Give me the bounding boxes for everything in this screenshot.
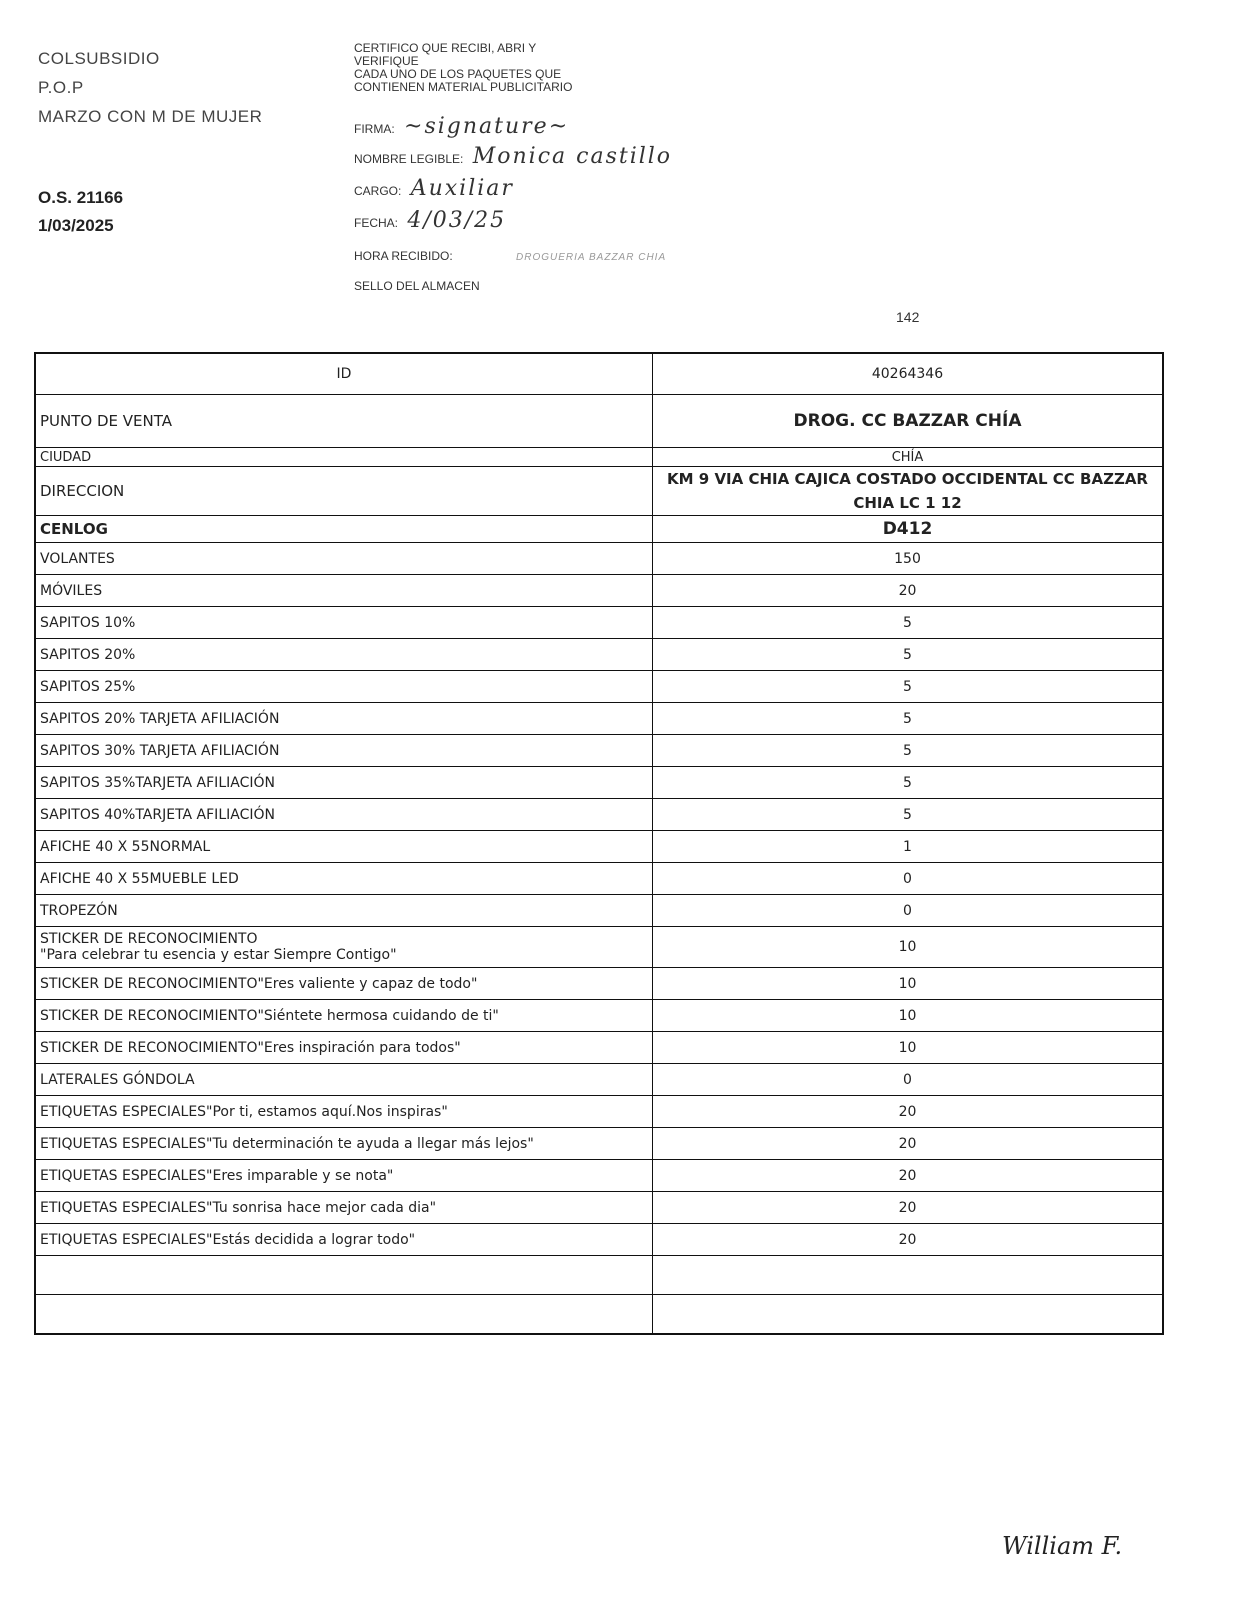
item-name: SAPITOS 10% <box>40 614 136 631</box>
firma-field <box>354 114 570 139</box>
item-quantity: 20 <box>653 1096 1164 1128</box>
item-label <box>35 703 653 735</box>
sello-label: SELLO DEL ALMACEN <box>354 279 480 293</box>
cargo-field <box>354 176 514 201</box>
cargo-label: CARGO: <box>354 184 402 198</box>
item-label <box>35 863 653 895</box>
item-label <box>35 607 653 639</box>
table-row <box>35 767 1163 799</box>
item-quantity: 20 <box>653 1224 1164 1256</box>
table-row <box>35 543 1163 575</box>
item-name: ETIQUETAS ESPECIALES"Tu determinación te ayuda a llegar más lejos" <box>40 1135 534 1152</box>
item-quantity: 150 <box>653 543 1164 575</box>
document-header <box>38 44 263 235</box>
item-label <box>35 927 653 968</box>
order-number: O.S. 21166 <box>38 188 124 207</box>
table-row <box>35 1128 1163 1160</box>
certificate-line: CONTIENEN MATERIAL PUBLICITARIO <box>354 80 573 94</box>
table-row <box>35 1192 1163 1224</box>
item-quantity: 5 <box>653 639 1164 671</box>
item-name: STICKER DE RECONOCIMIENTO"Siéntete hermosa cuidando de ti" <box>40 1007 499 1024</box>
direccion-label: DIRECCION <box>35 467 653 516</box>
order-block <box>38 184 123 240</box>
item-name: AFICHE 40 X 55MUEBLE LED <box>40 870 239 887</box>
empty-cell <box>653 1256 1164 1295</box>
punto-value: DROG. CC BAZZAR CHÍA <box>653 395 1164 448</box>
firma-label: FIRMA: <box>354 122 395 136</box>
item-label <box>35 968 653 1000</box>
table-row <box>35 831 1163 863</box>
page-number: 142 <box>896 309 920 325</box>
item-quantity: 5 <box>653 607 1164 639</box>
table-row <box>35 639 1163 671</box>
item-quantity: 10 <box>653 1032 1164 1064</box>
item-name: VOLANTES <box>40 550 115 567</box>
ciudad-label: CIUDAD <box>35 448 653 467</box>
id-value: 40264346 <box>653 353 1164 395</box>
item-name: LATERALES GÓNDOLA <box>40 1071 195 1088</box>
table-row <box>35 735 1163 767</box>
cenlog-value: D412 <box>653 516 1164 543</box>
item-name: ETIQUETAS ESPECIALES"Eres imparable y se nota" <box>40 1167 394 1184</box>
punto-label: PUNTO DE VENTA <box>35 395 653 448</box>
item-subtitle: "Para celebrar tu esencia y estar Siempre Contigo" <box>40 947 397 963</box>
item-label <box>35 639 653 671</box>
table-row <box>35 607 1163 639</box>
id-label: ID <box>35 353 653 395</box>
table-row <box>35 799 1163 831</box>
item-quantity: 20 <box>653 1160 1164 1192</box>
ciudad-value: CHÍA <box>653 448 1164 467</box>
table-row <box>35 1096 1163 1128</box>
item-label <box>35 1128 653 1160</box>
table-row-direccion <box>35 467 1163 516</box>
item-name: STICKER DE RECONOCIMIENTO"Eres inspiración para todos" <box>40 1039 461 1056</box>
certificate-line: VERIFIQUE <box>354 54 419 68</box>
hora-label: HORA RECIBIDO: <box>354 249 453 263</box>
item-quantity: 20 <box>653 1128 1164 1160</box>
material-table <box>34 352 1164 1335</box>
item-name: SAPITOS 30% TARJETA AFILIACIÓN <box>40 742 280 759</box>
table-row-punto-de-venta <box>35 395 1163 448</box>
cargo-value: Auxiliar <box>410 176 514 201</box>
item-label <box>35 895 653 927</box>
direccion-line-2: CHIA LC 1 12 <box>853 494 962 512</box>
hora-field <box>354 250 666 264</box>
campaign-name: MARZO CON M DE MUJER <box>38 107 263 126</box>
table-row <box>35 703 1163 735</box>
firma-signature: ~signature~ <box>404 114 570 139</box>
item-label <box>35 1192 653 1224</box>
table-row <box>35 1064 1163 1096</box>
program-name: P.O.P <box>38 78 84 97</box>
item-name: MÓVILES <box>40 582 103 599</box>
item-label <box>35 1032 653 1064</box>
item-label <box>35 575 653 607</box>
item-label <box>35 1000 653 1032</box>
item-name: AFICHE 40 X 55NORMAL <box>40 838 211 855</box>
item-label <box>35 671 653 703</box>
table-row <box>35 1160 1163 1192</box>
nombre-field <box>354 144 673 169</box>
item-quantity: 5 <box>653 767 1164 799</box>
item-quantity: 1 <box>653 831 1164 863</box>
item-quantity: 10 <box>653 968 1164 1000</box>
item-label <box>35 735 653 767</box>
table-row-ciudad <box>35 448 1163 467</box>
item-label <box>35 1160 653 1192</box>
fecha-value: 4/03/25 <box>407 208 507 233</box>
item-quantity: 20 <box>653 1192 1164 1224</box>
empty-cell <box>653 1295 1164 1335</box>
table-row <box>35 968 1163 1000</box>
footer-signature: William F. <box>1002 1532 1123 1560</box>
item-label <box>35 767 653 799</box>
table-row <box>35 1224 1163 1256</box>
item-name: ETIQUETAS ESPECIALES"Estás decidida a lograr todo" <box>40 1231 416 1248</box>
item-quantity: 5 <box>653 799 1164 831</box>
table-row <box>35 863 1163 895</box>
item-quantity: 0 <box>653 895 1164 927</box>
direccion-value <box>653 467 1164 516</box>
table-row <box>35 671 1163 703</box>
table-row <box>35 575 1163 607</box>
item-name: SAPITOS 40%TARJETA AFILIACIÓN <box>40 806 275 823</box>
certificate-text <box>354 42 572 94</box>
item-quantity: 5 <box>653 671 1164 703</box>
nombre-value: Monica castillo <box>472 144 673 169</box>
nombre-label: NOMBRE LEGIBLE: <box>354 152 464 166</box>
item-quantity: 5 <box>653 735 1164 767</box>
certificate-line: CADA UNO DE LOS PAQUETES QUE <box>354 67 562 81</box>
table-row <box>35 1000 1163 1032</box>
reception-certificate <box>354 41 673 293</box>
item-name: ETIQUETAS ESPECIALES"Por ti, estamos aquí.Nos inspiras" <box>40 1103 448 1120</box>
item-name: STICKER DE RECONOCIMIENTO"Eres valiente y capaz de todo" <box>40 975 478 992</box>
item-quantity: 0 <box>653 863 1164 895</box>
direccion-line-1: KM 9 VIA CHIA CAJICA COSTADO OCCIDENTAL CC BAZZAR <box>667 470 1148 488</box>
item-label <box>35 543 653 575</box>
item-quantity: 0 <box>653 1064 1164 1096</box>
table-row <box>35 1032 1163 1064</box>
item-quantity: 20 <box>653 575 1164 607</box>
item-name: STICKER DE RECONOCIMIENTO <box>40 931 258 947</box>
item-quantity: 5 <box>653 703 1164 735</box>
sello-field <box>354 280 480 293</box>
table-row <box>35 927 1163 968</box>
table-row <box>35 895 1163 927</box>
cenlog-label: CENLOG <box>35 516 653 543</box>
store-stamp: DROGUERIA BAZZAR CHIA <box>516 252 667 263</box>
empty-row <box>35 1256 1163 1295</box>
company-name: COLSUBSIDIO <box>38 49 160 68</box>
item-label <box>35 831 653 863</box>
item-name: SAPITOS 20% <box>40 646 136 663</box>
item-name: SAPITOS 35%TARJETA AFILIACIÓN <box>40 774 275 791</box>
empty-cell <box>35 1295 653 1335</box>
item-quantity: 10 <box>653 1000 1164 1032</box>
item-name: SAPITOS 20% TARJETA AFILIACIÓN <box>40 710 280 727</box>
item-name: SAPITOS 25% <box>40 678 136 695</box>
table-row-id <box>35 353 1163 395</box>
item-name: TROPEZÓN <box>40 902 118 919</box>
item-label <box>35 1224 653 1256</box>
item-label <box>35 1064 653 1096</box>
item-label <box>35 799 653 831</box>
fecha-field <box>354 208 507 233</box>
empty-row <box>35 1295 1163 1335</box>
table-row-cenlog <box>35 516 1163 543</box>
fecha-label: FECHA: <box>354 216 399 230</box>
item-label <box>35 1096 653 1128</box>
item-name: ETIQUETAS ESPECIALES"Tu sonrisa hace mejor cada dia" <box>40 1199 437 1216</box>
item-quantity: 10 <box>653 927 1164 968</box>
empty-cell <box>35 1256 653 1295</box>
order-date: 1/03/2025 <box>38 216 114 235</box>
certificate-line: CERTIFICO QUE RECIBI, ABRI Y <box>354 41 537 55</box>
